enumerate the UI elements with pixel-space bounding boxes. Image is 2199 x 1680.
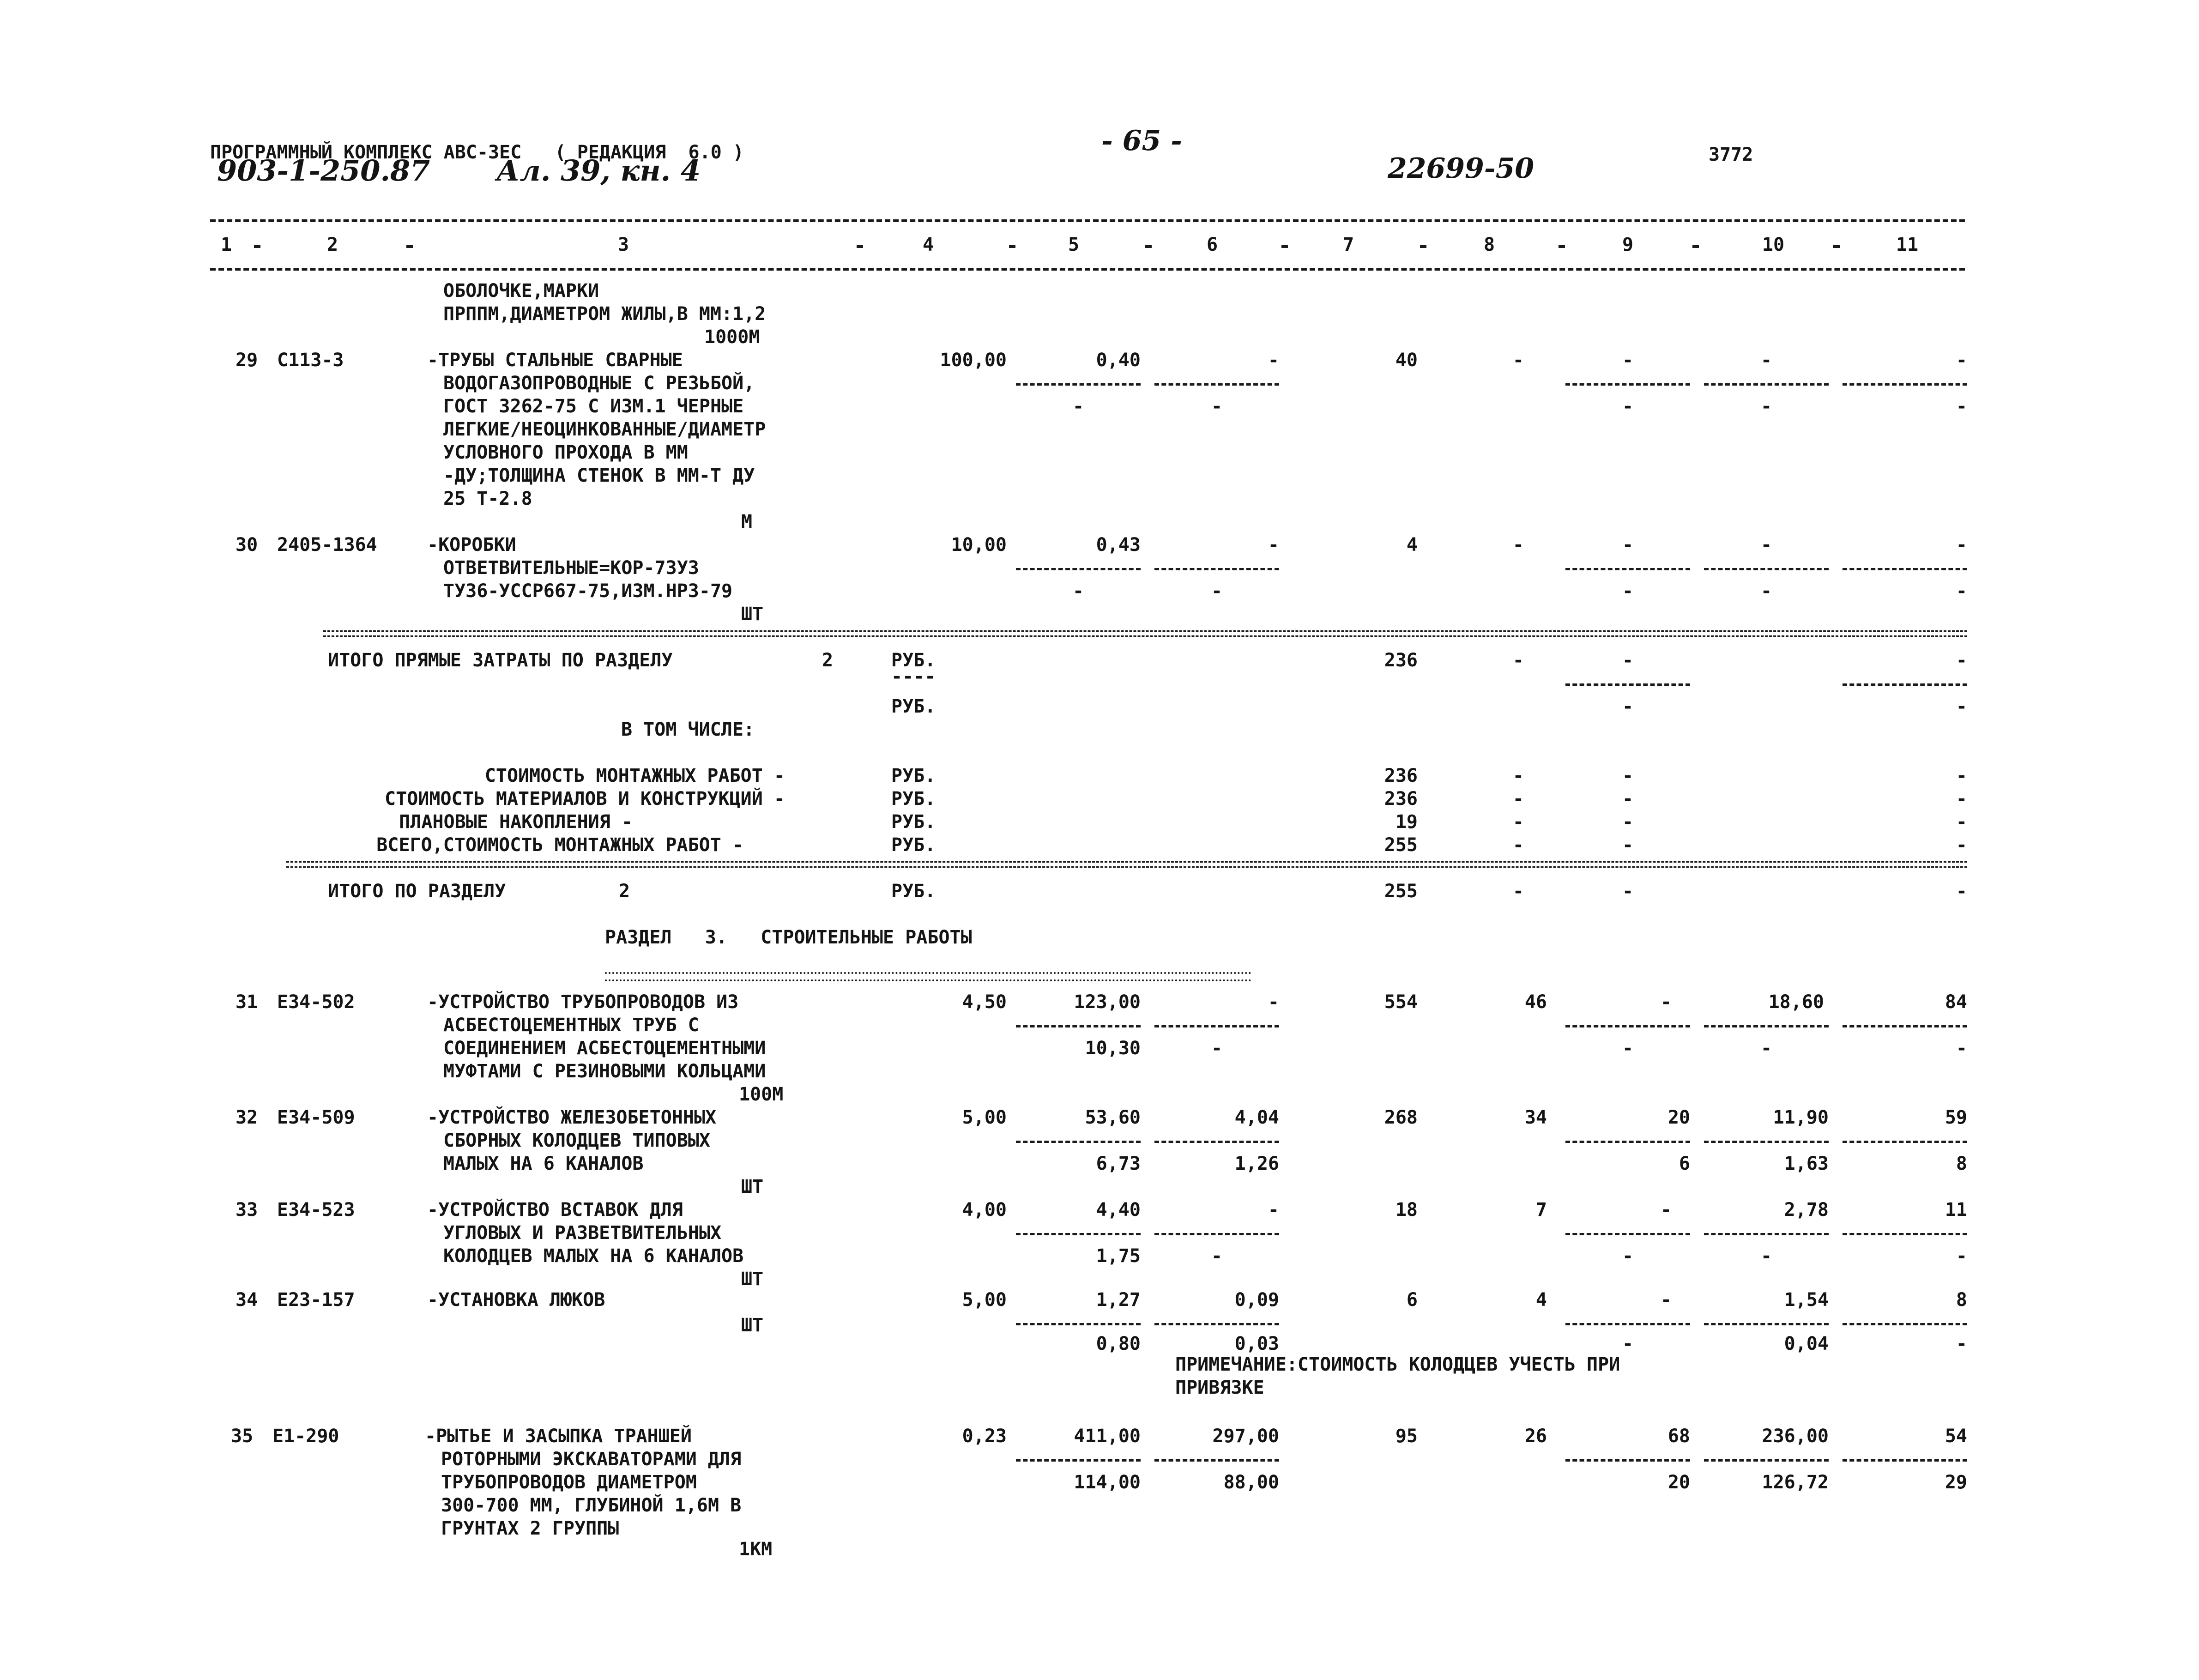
total-cost-value: 6 bbox=[1406, 1289, 1418, 1311]
total-cost-value: - bbox=[1760, 350, 1772, 371]
item-description: ГОСТ 3262-75 С ИЗМ.1 ЧЕРНЫЕ bbox=[443, 396, 744, 417]
sub-value: 29 bbox=[1945, 1472, 1967, 1493]
unit-cost-value: - bbox=[1268, 991, 1279, 1013]
item-description: МАЛЫХ НА 6 КАНАЛОВ bbox=[443, 1153, 644, 1174]
item-description: -УСТРОЙСТВО ТРУБОПРОВОДОВ ИЗ bbox=[427, 991, 739, 1013]
item-description: СБОРНЫХ КОЛОДЦЕВ ТИПОВЫХ bbox=[443, 1130, 710, 1151]
sub-value: 126,72 bbox=[1762, 1472, 1829, 1493]
unit-cost-value: 53,60 bbox=[1085, 1107, 1141, 1128]
header-bottom-rule bbox=[210, 268, 1965, 271]
total-cost-value: - bbox=[1956, 534, 1967, 556]
unit-of-measure: 100М bbox=[739, 1084, 784, 1105]
header-top-rule bbox=[210, 219, 1965, 222]
total-cost-value: 26 bbox=[1524, 1426, 1547, 1447]
item-description: 25 Т-2.8 bbox=[443, 488, 532, 509]
total-cost-value: - bbox=[1660, 991, 1672, 1013]
item-description: -УСТАНОВКА ЛЮКОВ bbox=[427, 1289, 605, 1311]
total-cost-value: - bbox=[1622, 881, 1634, 902]
item-description: КОЛОДЦЕВ МАЛЫХ НА 6 КАНАЛОВ bbox=[443, 1245, 744, 1267]
sub-value: 114,00 bbox=[1074, 1472, 1141, 1493]
row-number: 32 bbox=[236, 1107, 258, 1128]
item-description: ВОДОГАЗОПРОВОДНЫЕ С РЕЗЬБОЙ, bbox=[443, 373, 755, 394]
sheet-reference: Ал. 39, кн. 4 bbox=[496, 154, 701, 187]
total-cost-value: - bbox=[1956, 881, 1967, 902]
item-description: ГРУНТАХ 2 ГРУППЫ bbox=[441, 1518, 619, 1539]
sub-value: 88,00 bbox=[1223, 1472, 1279, 1493]
section-title: РАЗДЕЛ 3. СТРОИТЕЛЬНЫЕ РАБОТЫ bbox=[605, 927, 972, 948]
sub-value: - bbox=[1760, 1245, 1772, 1267]
section-total-number: 2 bbox=[619, 881, 630, 902]
document-number: 22699-50 bbox=[1388, 152, 1534, 185]
rate-code: С113-3 bbox=[277, 350, 344, 371]
project-code: 903-1-250.87 bbox=[217, 154, 430, 187]
item-description: УСЛОВНОГО ПРОХОДА В ММ bbox=[443, 442, 688, 463]
col-header-3: 3 bbox=[617, 234, 629, 255]
rate-code: 2405-1364 bbox=[277, 534, 377, 556]
total-cost-value: - bbox=[1956, 788, 1967, 810]
item-description: -КОРОБКИ bbox=[427, 534, 516, 556]
total-cost-value: 11,90 bbox=[1773, 1107, 1829, 1128]
total-cost-value: 1,54 bbox=[1784, 1289, 1829, 1311]
total-cost-value: - bbox=[1622, 834, 1634, 856]
col-header-6: 6 bbox=[1206, 234, 1218, 255]
currency-unit: РУБ. bbox=[891, 811, 936, 833]
sub-value: - bbox=[1622, 1038, 1634, 1059]
sub-value: - bbox=[1072, 580, 1084, 602]
total-cost-value: - bbox=[1622, 765, 1634, 786]
total-cost-value: - bbox=[1512, 811, 1524, 833]
item-description: ОТВЕТВИТЕЛЬНЫЕ=КОР-73УЗ bbox=[443, 557, 699, 579]
row-number: 34 bbox=[236, 1289, 258, 1311]
sub-value: - bbox=[1622, 396, 1634, 417]
currency-unit: РУБ. bbox=[891, 696, 936, 717]
unit-of-measure: ШТ bbox=[741, 1269, 764, 1290]
sub-value: - bbox=[1211, 1245, 1223, 1267]
total-cost-value: 8 bbox=[1956, 1289, 1967, 1311]
sub-value: - bbox=[1956, 1245, 1967, 1267]
total-cost-value: 554 bbox=[1384, 991, 1418, 1013]
direct-costs-section: 2 bbox=[822, 650, 834, 671]
unit-of-measure: М bbox=[741, 511, 753, 532]
item-description: -РЫТЬЕ И ЗАСЫПКА ТРАНШЕЙ bbox=[425, 1426, 692, 1447]
breakdown-label: СТОИМОСТЬ МАТЕРИАЛОВ И КОНСТРУКЦИЙ - bbox=[385, 788, 785, 810]
unit-cost-value: 4,04 bbox=[1234, 1107, 1279, 1128]
including-label: В ТОМ ЧИСЛЕ: bbox=[621, 719, 755, 740]
row-number: 31 bbox=[236, 991, 258, 1013]
sub-value: - bbox=[1622, 696, 1634, 717]
currency-unit: РУБ. bbox=[891, 834, 936, 856]
total-cost-value: - bbox=[1622, 350, 1634, 371]
item-description: УГЛОВЫХ И РАЗВЕТВИТЕЛЬНЫХ bbox=[443, 1222, 722, 1244]
total-cost-value: - bbox=[1622, 534, 1634, 556]
item-description: АСБЕСТОЦЕМЕНТНЫХ ТРУБ С bbox=[443, 1015, 699, 1036]
unit-cost-value: 0,43 bbox=[1096, 534, 1141, 556]
total-cost-value: 7 bbox=[1535, 1199, 1547, 1221]
col-header-8: 8 bbox=[1483, 234, 1495, 255]
currency-dashes: ---- bbox=[891, 666, 936, 687]
col-header-7: 7 bbox=[1342, 234, 1354, 255]
total-cost-value: 95 bbox=[1395, 1426, 1418, 1447]
sub-value: 1,63 bbox=[1784, 1153, 1829, 1174]
total-cost-value: - bbox=[1660, 1199, 1672, 1221]
quantity-value: 4,50 bbox=[962, 991, 1007, 1013]
total-cost-value: 18,60 bbox=[1768, 991, 1824, 1013]
sub-value: 0,80 bbox=[1096, 1333, 1141, 1354]
item-description: ЛЕГКИЕ/НЕОЦИНКОВАННЫЕ/ДИАМЕТР bbox=[443, 419, 766, 440]
unit-cost-value: - bbox=[1268, 350, 1279, 371]
sheet-code: 3772 bbox=[1709, 144, 1753, 165]
total-cost-value: - bbox=[1956, 811, 1967, 833]
col-header-11: 11 bbox=[1896, 234, 1919, 255]
sub-value: - bbox=[1622, 580, 1634, 602]
total-cost-value: 236 bbox=[1384, 765, 1418, 786]
unit-cost-value: 0,09 bbox=[1234, 1289, 1279, 1311]
item-description: ТРУБОПРОВОДОВ ДИАМЕТРОМ bbox=[441, 1472, 697, 1493]
sub-value: 20 bbox=[1667, 1472, 1690, 1493]
row-number: 33 bbox=[236, 1199, 258, 1221]
item-description: МУФТАМИ С РЕЗИНОВЫМИ КОЛЬЦАМИ bbox=[443, 1061, 766, 1082]
quantity-value: 100,00 bbox=[940, 350, 1007, 371]
unit-cost-value: 297,00 bbox=[1212, 1426, 1279, 1447]
total-cost-value: - bbox=[1622, 650, 1634, 671]
carry-over-line: ПРППМ,ДИАМЕТРОМ ЖИЛЫ,В ММ:1,2 bbox=[443, 303, 766, 325]
total-cost-value: 255 bbox=[1384, 881, 1418, 902]
total-cost-value: 255 bbox=[1384, 834, 1418, 856]
total-cost-value: 68 bbox=[1667, 1426, 1690, 1447]
carry-over-line: ОБОЛОЧКЕ,МАРКИ bbox=[443, 280, 599, 302]
quantity-value: 5,00 bbox=[962, 1107, 1007, 1128]
unit-of-measure: ШТ bbox=[741, 1176, 764, 1197]
rate-code: Е1-290 bbox=[272, 1426, 339, 1447]
currency-unit: РУБ. bbox=[891, 765, 936, 786]
sub-value: - bbox=[1072, 396, 1084, 417]
col-header-2: 2 bbox=[326, 234, 338, 255]
total-cost-value: 4 bbox=[1406, 534, 1418, 556]
page-number: - 65 - bbox=[1101, 125, 1183, 157]
col-header-10: 10 bbox=[1762, 234, 1785, 255]
sub-value: - bbox=[1211, 580, 1223, 602]
total-cost-value: 59 bbox=[1945, 1107, 1967, 1128]
currency-unit: РУБ. bbox=[891, 650, 936, 671]
total-cost-value: - bbox=[1760, 534, 1772, 556]
sub-value: - bbox=[1760, 1038, 1772, 1059]
unit-cost-value: - bbox=[1268, 1199, 1279, 1221]
sub-value: - bbox=[1211, 1038, 1223, 1059]
sub-value: - bbox=[1956, 696, 1967, 717]
total-cost-value: - bbox=[1956, 834, 1967, 856]
unit-cost-value: 1,27 bbox=[1096, 1289, 1141, 1311]
sub-value: 0,03 bbox=[1234, 1333, 1279, 1354]
breakdown-label: ПЛАНОВЫЕ НАКОПЛЕНИЯ - bbox=[399, 811, 633, 833]
sub-value: - bbox=[1956, 396, 1967, 417]
total-cost-value: 268 bbox=[1384, 1107, 1418, 1128]
sub-value: 10,30 bbox=[1085, 1038, 1141, 1059]
sub-value: - bbox=[1760, 396, 1772, 417]
total-cost-value: 236 bbox=[1384, 650, 1418, 671]
sub-value: - bbox=[1760, 580, 1772, 602]
total-cost-value: - bbox=[1512, 350, 1524, 371]
item-description: -ДУ;ТОЛЩИНА СТЕНОК В ММ-Т ДУ bbox=[443, 465, 755, 486]
sub-value: 6 bbox=[1679, 1153, 1690, 1174]
unit-of-measure: ШТ bbox=[741, 1315, 764, 1336]
total-cost-value: 19 bbox=[1395, 811, 1418, 833]
quantity-value: 0,23 bbox=[962, 1426, 1007, 1447]
item-description: -УСТРОЙСТВО ВСТАВОК ДЛЯ bbox=[427, 1199, 683, 1221]
total-cost-value: - bbox=[1512, 881, 1524, 902]
section-total-label: ИТОГО ПО РАЗДЕЛУ bbox=[328, 881, 506, 902]
item-description: 300-700 ММ, ГЛУБИНОЙ 1,6М В bbox=[441, 1495, 742, 1516]
total-cost-value: 11 bbox=[1945, 1199, 1967, 1221]
total-cost-value: 54 bbox=[1945, 1426, 1967, 1447]
item-description: ТУ36-УССР667-75,ИЗМ.НРЗ-79 bbox=[443, 580, 733, 602]
total-cost-value: 40 bbox=[1395, 350, 1418, 371]
sub-value: - bbox=[1622, 1333, 1634, 1354]
sub-value: 6,73 bbox=[1096, 1153, 1141, 1174]
col-header-9: 9 bbox=[1622, 234, 1634, 255]
row-number: 30 bbox=[236, 534, 258, 556]
breakdown-label: СТОИМОСТЬ МОНТАЖНЫХ РАБОТ - bbox=[484, 765, 785, 786]
breakdown-label: ВСЕГО,СТОИМОСТЬ МОНТАЖНЫХ РАБОТ - bbox=[376, 834, 743, 856]
rate-code: Е23-157 bbox=[277, 1289, 355, 1311]
quantity-value: 4,00 bbox=[962, 1199, 1007, 1221]
total-cost-value: 2,78 bbox=[1784, 1199, 1829, 1221]
program-header: ПРОГРАММНЫЙ КОМПЛЕКС АВС-ЗЕС ( РЕДАКЦИЯ 6.0 ) bbox=[210, 142, 744, 163]
item-description: РОТОРНЫМИ ЭКСКАВАТОРАМИ ДЛЯ bbox=[441, 1449, 742, 1470]
sub-value: - bbox=[1956, 580, 1967, 602]
unit-of-measure: ШТ bbox=[741, 604, 764, 625]
sub-value: - bbox=[1622, 1245, 1634, 1267]
sub-value: 1,75 bbox=[1096, 1245, 1141, 1267]
total-cost-value: 20 bbox=[1667, 1107, 1690, 1128]
quantity-value: 10,00 bbox=[951, 534, 1007, 556]
unit-cost-value: 4,40 bbox=[1096, 1199, 1141, 1221]
col-header-1: 1 bbox=[220, 234, 232, 255]
total-cost-value: - bbox=[1622, 788, 1634, 810]
item-description: СОЕДИНЕНИЕМ АСБЕСТОЦЕМЕНТНЫМИ bbox=[443, 1038, 766, 1059]
total-cost-value: 84 bbox=[1945, 991, 1967, 1013]
total-cost-value: - bbox=[1512, 765, 1524, 786]
unit-cost-value: 411,00 bbox=[1074, 1426, 1141, 1447]
total-cost-value: - bbox=[1512, 650, 1524, 671]
rate-code: Е34-502 bbox=[277, 991, 355, 1013]
total-cost-value: - bbox=[1660, 1289, 1672, 1311]
quantity-value: 5,00 bbox=[962, 1289, 1007, 1311]
total-cost-value: - bbox=[1956, 765, 1967, 786]
total-cost-value: 4 bbox=[1535, 1289, 1547, 1311]
unit-cost-value: 123,00 bbox=[1074, 991, 1141, 1013]
total-cost-value: - bbox=[1512, 834, 1524, 856]
rate-code: Е34-509 bbox=[277, 1107, 355, 1128]
item-description: -УСТРОЙСТВО ЖЕЛЕЗОБЕТОННЫХ bbox=[427, 1107, 717, 1128]
total-cost-value: - bbox=[1512, 534, 1524, 556]
currency-unit: РУБ. bbox=[891, 881, 936, 902]
total-cost-value: 18 bbox=[1395, 1199, 1418, 1221]
direct-costs-label: ИТОГО ПРЯМЫЕ ЗАТРАТЫ ПО РАЗДЕЛУ bbox=[328, 650, 673, 671]
unit-of-measure: 1КМ bbox=[739, 1539, 773, 1560]
item-description: -ТРУБЫ СТАЛЬНЫЕ СВАРНЫЕ bbox=[427, 350, 683, 371]
note-text: ПРИВЯЗКЕ bbox=[1175, 1377, 1264, 1398]
sub-value: 8 bbox=[1956, 1153, 1967, 1174]
sub-value: - bbox=[1956, 1333, 1967, 1354]
rate-code: Е34-523 bbox=[277, 1199, 355, 1221]
total-cost-value: - bbox=[1512, 788, 1524, 810]
total-cost-value: 46 bbox=[1524, 991, 1547, 1013]
total-cost-value: 236 bbox=[1384, 788, 1418, 810]
total-cost-value: 236,00 bbox=[1762, 1426, 1829, 1447]
currency-unit: РУБ. bbox=[891, 788, 936, 810]
section-total-rule bbox=[286, 861, 1967, 868]
carry-over-unit: 1000М bbox=[704, 326, 760, 348]
total-cost-value: 34 bbox=[1524, 1107, 1547, 1128]
sub-value: 1,26 bbox=[1234, 1153, 1279, 1174]
section-title-underline bbox=[605, 972, 1251, 981]
row-number: 29 bbox=[236, 350, 258, 371]
sub-value: 0,04 bbox=[1784, 1333, 1829, 1354]
totals-rule bbox=[323, 630, 1967, 637]
row-number: 35 bbox=[231, 1426, 254, 1447]
total-cost-value: - bbox=[1956, 350, 1967, 371]
note-text: ПРИМЕЧАНИЕ:СТОИМОСТЬ КОЛОДЦЕВ УЧЕСТЬ ПРИ bbox=[1175, 1354, 1620, 1375]
col-header-4: 4 bbox=[922, 234, 934, 255]
unit-cost-value: 0,40 bbox=[1096, 350, 1141, 371]
col-header-5: 5 bbox=[1068, 234, 1080, 255]
sub-value: - bbox=[1956, 1038, 1967, 1059]
total-cost-value: - bbox=[1956, 650, 1967, 671]
total-cost-value: - bbox=[1622, 811, 1634, 833]
unit-cost-value: - bbox=[1268, 534, 1279, 556]
sub-value: - bbox=[1211, 396, 1223, 417]
